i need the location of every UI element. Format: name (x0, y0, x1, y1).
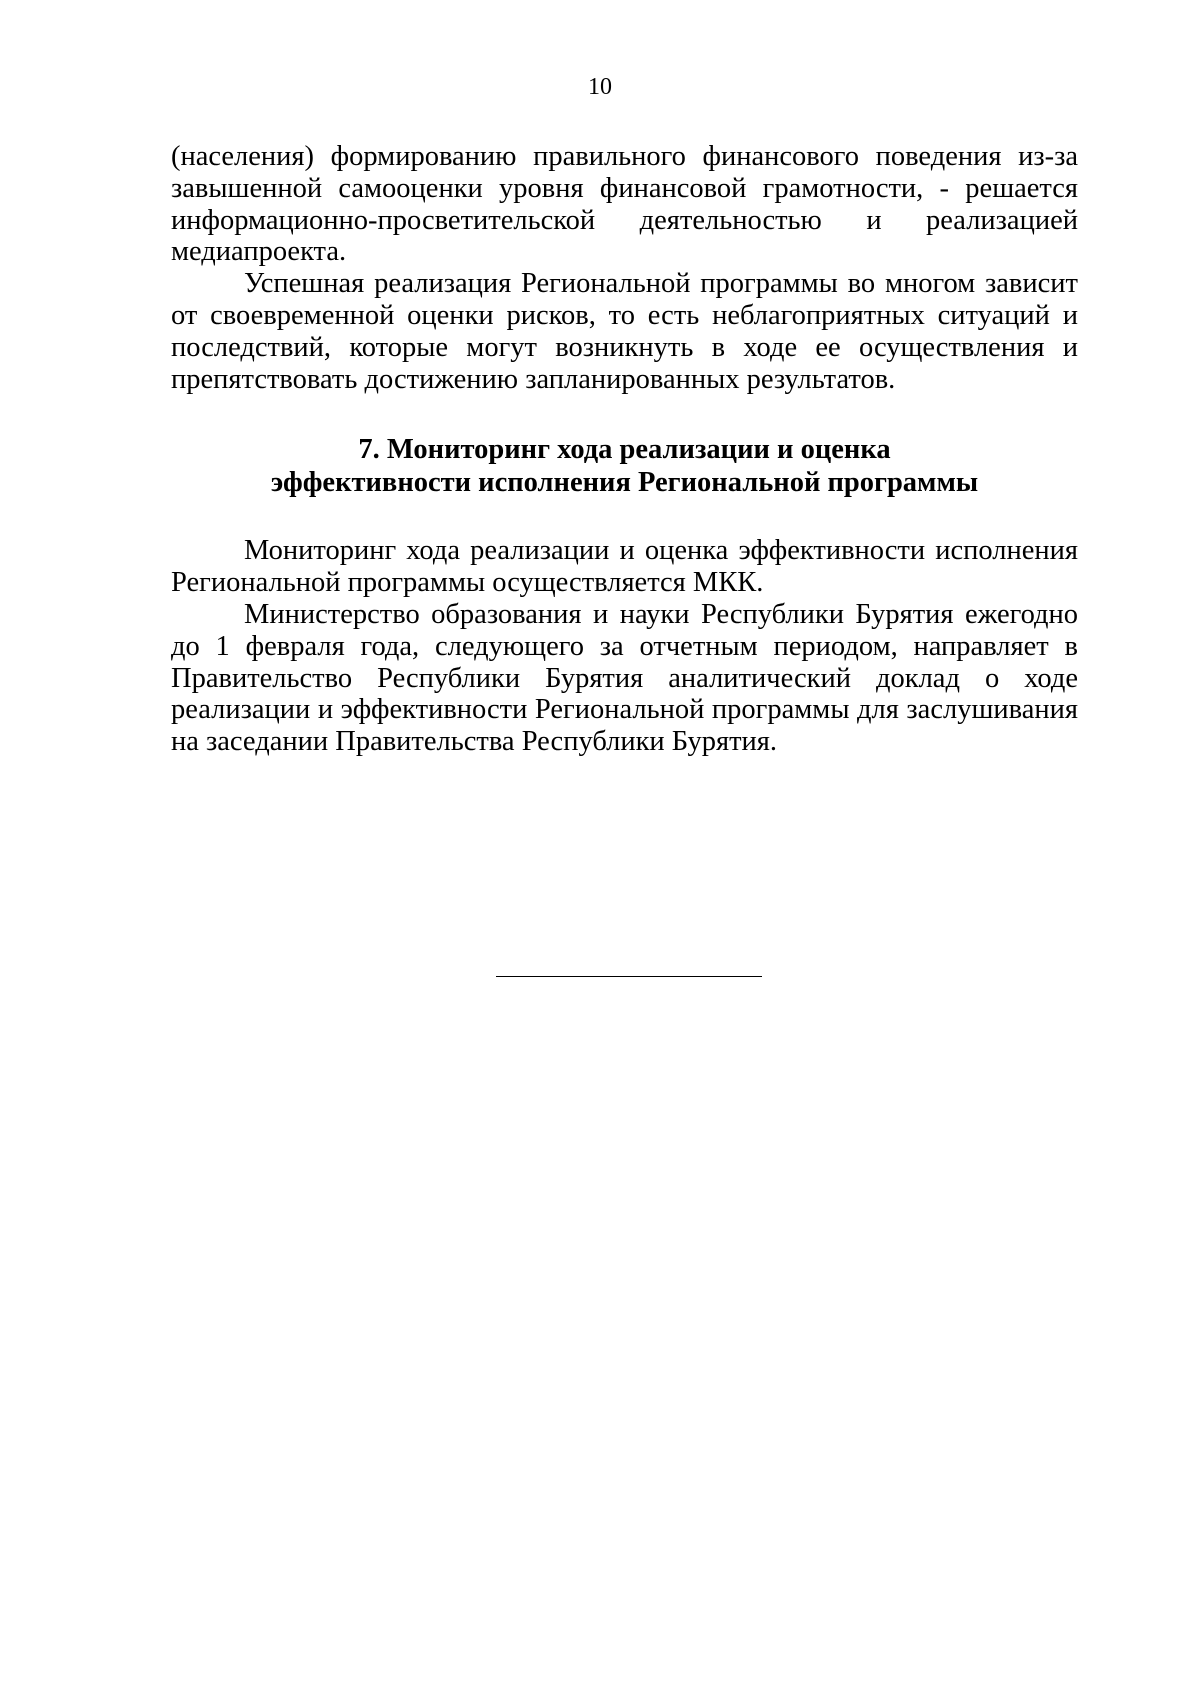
section-heading (171, 433, 1078, 499)
document-body (171, 141, 1078, 758)
end-separator-line (496, 976, 762, 977)
section-heading-line-1: 7. Мониторинг хода реализации и оценка (358, 434, 891, 466)
paragraph-ministry-report: Министерство образования и науки Республики Бурятия ежегодно до 1 февраля года, следующего за отчетным периодом, направляет в Правительство Республики Бурятия аналитический доклад о ходе реализации и эффективности Региональной программы для заслушивания на заседании Правительства Республики Бурятия. (171, 598, 1078, 758)
paragraph-continuation: (населения) формированию правильного финансового поведения из-за завышенной самооценки уровня финансовой грамотности, - решается информационно-просветительской деятельностью и реализацией медиапроекта. (171, 141, 1078, 268)
section-heading-line-2: эффективности исполнения Региональной программы (270, 467, 979, 499)
page-number: 10 (588, 74, 612, 100)
paragraph-monitoring: Мониторинг хода реализации и оценка эффективности исполнения Региональной программы осуществляется МКК. (171, 535, 1078, 599)
paragraph-risks: Успешная реализация Региональной программы во многом зависит от своевременной оценки рисков, то есть неблагоприятных ситуаций и последствий, которые могут возникнуть в ходе ее осуществления и препятствовать достижению запланированных результатов. (171, 268, 1078, 395)
